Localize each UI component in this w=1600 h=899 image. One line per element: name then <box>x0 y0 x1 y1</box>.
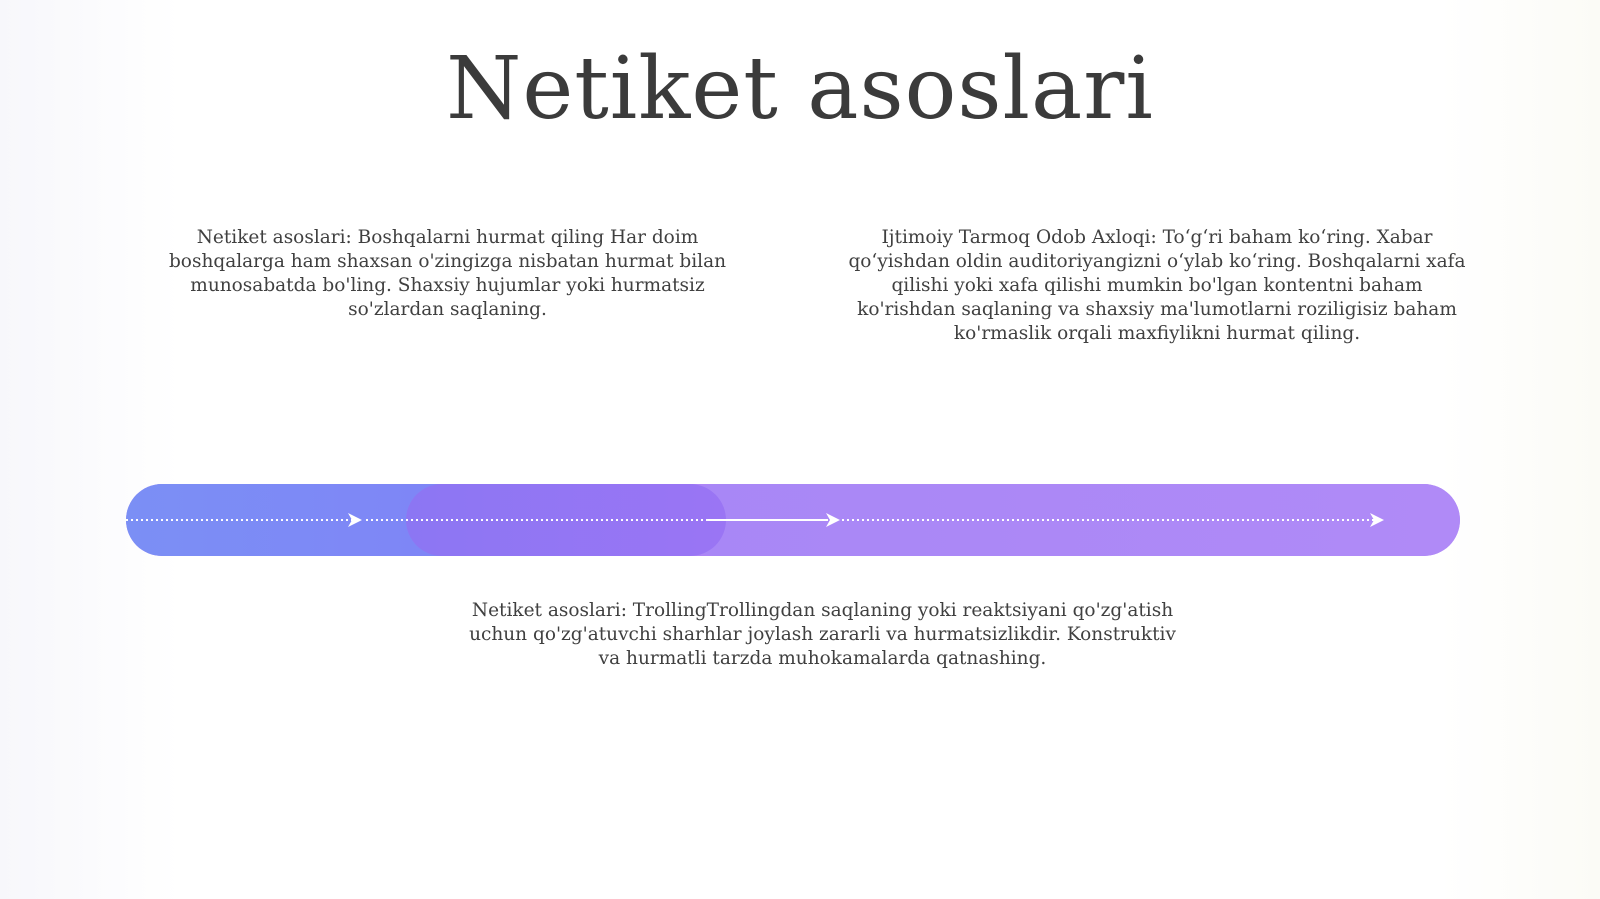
slide-title: Netiket asoslari <box>446 39 1154 139</box>
text-block-social-media: Ijtimoiy Tarmoq Odob Axloqi: To‘g‘ri baham ko‘ring. Xabar qo‘yishdan oldin auditoriyangizni o‘ylab ko‘ring. Boshqalarni xafa qilishi yoki xafa qilishi mumkin bo'lgan kontentni baham ko'rishdan saqlaning va shaxsiy ma'lumotlarni roziligisiz baham ko'rmaslik orqali maxfiylikni hurmat qiling. <box>848 227 1466 344</box>
arrow-right-icon <box>348 513 362 527</box>
text-block-trolling: Netiket asoslari: TrollingTrollingdan saqlaning yoki reaktsiyani qo'zg'atish uchun qo'zg'atuvchi sharhlar joylash zararli va hurmatsizlikdir. Konstruktiv va hurmatli tarzda muhokamalarda qatnashing. <box>469 600 1176 669</box>
text-block-respect: Netiket asoslari: Boshqalarni hurmat qiling Har doim boshqalarga ham shaxsan o'zingizga nisbatan hurmat bilan munosabatda bo'ling. Shaxsiy hujumlar yoki hurmatsiz so'zlardan saqlaning. <box>168 227 727 320</box>
timeline-bar <box>126 484 1460 556</box>
arrow-right-icon <box>826 513 840 527</box>
timeline-arrows <box>126 484 1460 556</box>
